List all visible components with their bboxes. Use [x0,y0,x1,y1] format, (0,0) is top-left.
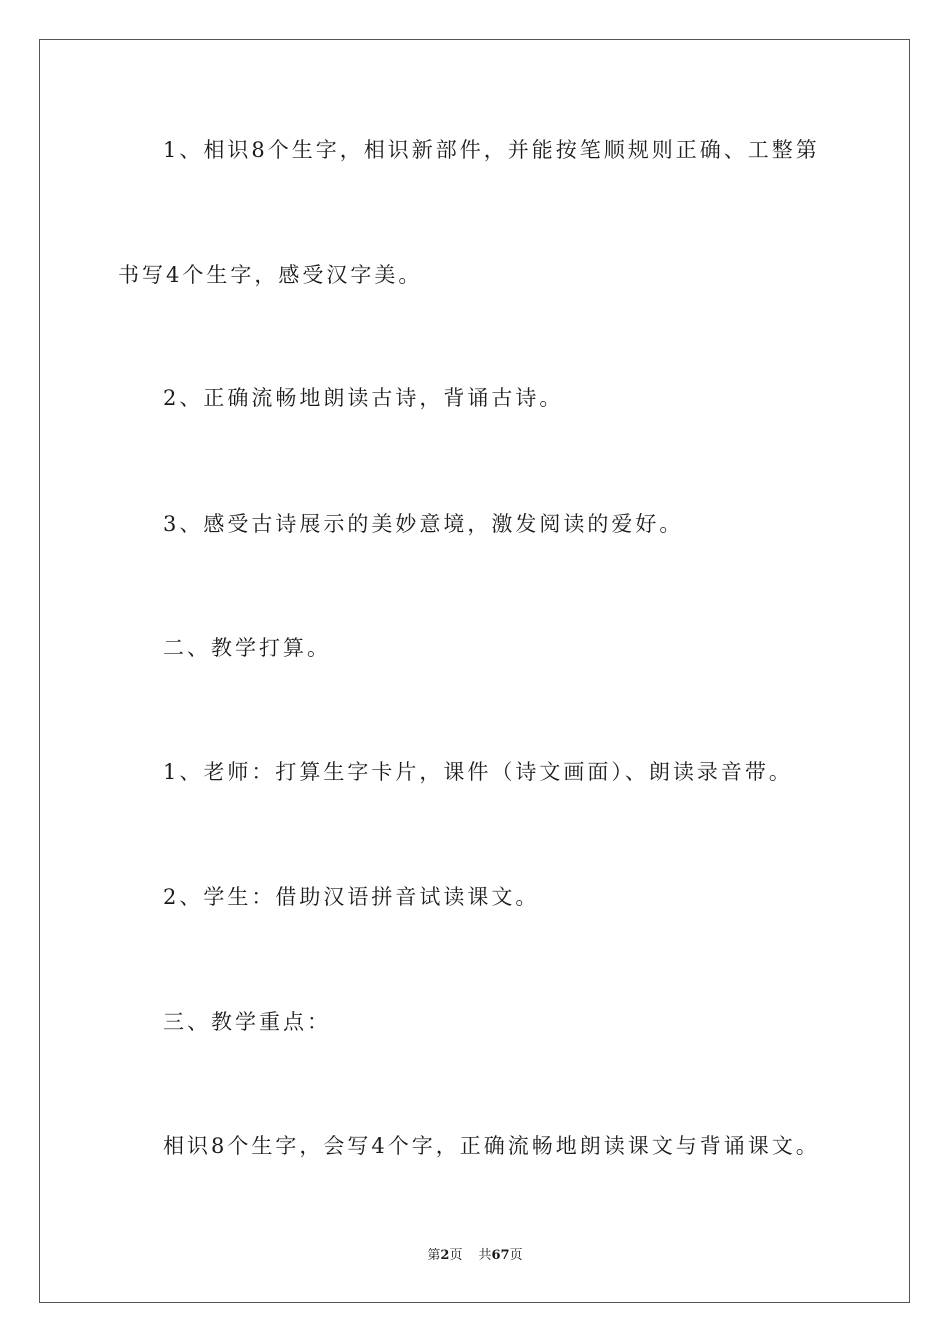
section-heading-key-points: 三、教学重点： [163,1010,331,1034]
paragraph-student-prep: 2、学生：借助汉语拼音试读课文。 [163,885,540,909]
paragraph-objective-2: 2、正确流畅地朗读古诗，背诵古诗。 [163,386,564,410]
paragraph-objective-3: 3、感受古诗展示的美妙意境，激发阅读的爱好。 [163,512,684,536]
paragraph-teacher-prep: 1、老师：打算生字卡片，课件（诗文画面）、朗读录音带。 [163,760,793,784]
paragraph-key-points: 相识8个生字，会写4个字，正确流畅地朗读课文与背诵课文。 [163,1134,820,1158]
footer-total-suffix: 页 [509,1248,523,1263]
footer-page-suffix: 页 [449,1248,463,1263]
page-border [39,39,910,1303]
footer-page-prefix: 第 [427,1248,441,1263]
footer-page-number: 2 [440,1248,450,1263]
page-footer [0,1249,950,1262]
paragraph-objective-1-continued: 书写4个生字，感受汉字美。 [118,263,423,287]
footer-total-prefix: 共 [478,1248,492,1263]
footer-total-pages: 67 [491,1248,510,1263]
paragraph-objective-1: 1、相识8个生字，相识新部件，并能按笔顺规则正确、工整第 [163,138,820,162]
section-heading-preparation: 二、教学打算。 [163,636,331,660]
